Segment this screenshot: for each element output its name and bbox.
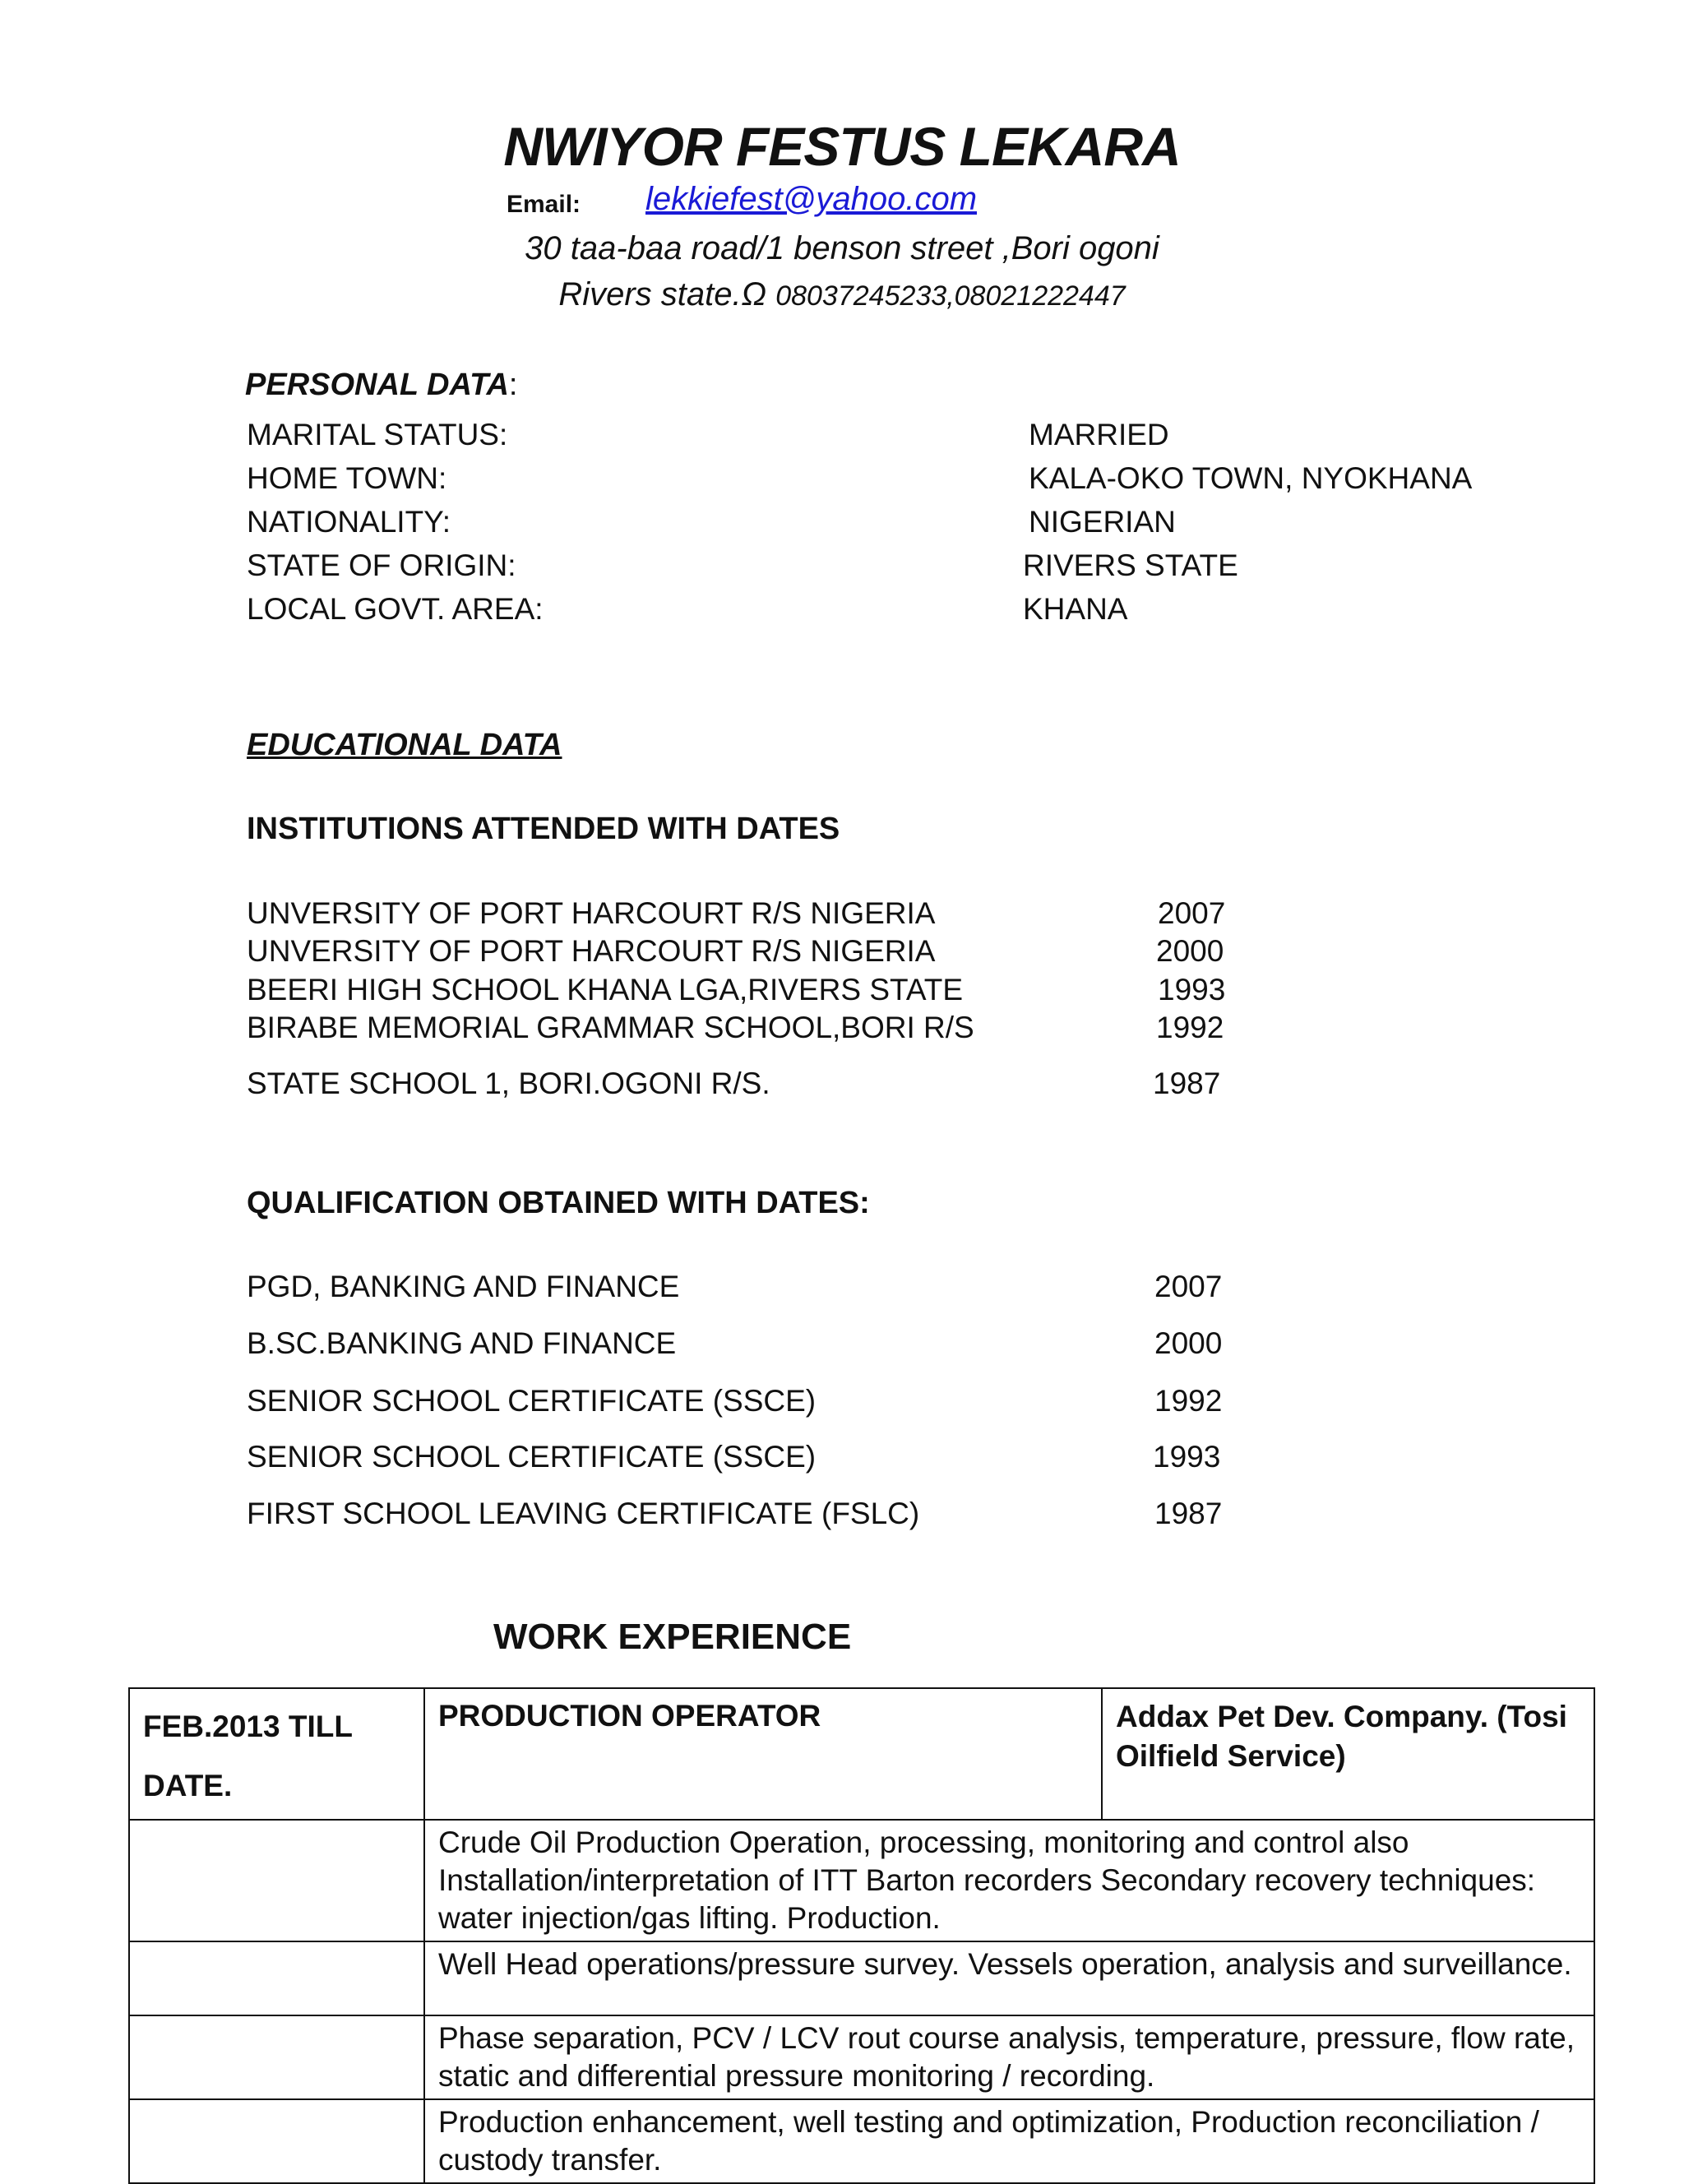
work-experience-table [128,1687,1595,2184]
institution-name: STATE SCHOOL 1, BORI.OGONI R/S. [247,1067,770,1100]
email-label: Email: [507,191,581,218]
qualification-name: FIRST SCHOOL LEAVING CERTIFICATE (FSLC) [247,1497,920,1530]
home-town-value: KALA-OKO TOWN, NYOKHANA [1029,461,1473,495]
empty-cell [129,1820,424,1941]
work-duty: Well Head operations/pressure survey. Vessels operation, analysis and surveillance. [424,1941,1594,2015]
work-duty: Production enhancement, well testing and optimization, Production reconciliation / custody transfer. [424,2099,1594,2183]
qualification-year: 2007 [1154,1270,1223,1303]
educational-data-heading: EDUCATIONAL DATA [247,728,562,762]
work-period: FEB.2013 TILL DATE. [129,1688,424,1820]
empty-cell [129,2099,424,2183]
lga-value: KHANA [1023,592,1128,626]
table-row [129,1820,1594,1941]
qualification-year: 2000 [1154,1326,1223,1360]
institution-name: UNVERSITY OF PORT HARCOURT R/S NIGERIA [247,896,936,930]
qualification-year: 1993 [1153,1440,1221,1474]
work-position: PRODUCTION OPERATOR [424,1688,1102,1820]
work-duty: Phase separation, PCV / LCV rout course analysis, temperature, pressure, flow rate, static and differential pressure monitoring / recording. [424,2015,1594,2099]
qualification-year: 1987 [1154,1497,1223,1530]
institutions-heading: INSTITUTIONS ATTENDED WITH DATES [247,812,840,846]
marital-status-label: MARITAL STATUS: [247,418,508,451]
table-row [129,1688,1594,1820]
work-company: Addax Pet Dev. Company. (Tosi Oilfield Service) [1102,1688,1594,1820]
marital-status-value: MARRIED [1029,418,1169,451]
address-line-1: 30 taa-baa road/1 benson street ,Bori ogoni [525,230,1159,266]
table-row [129,2015,1594,2099]
home-town-label: HOME TOWN: [247,461,447,495]
qualification-year: 1992 [1154,1384,1223,1418]
nationality-label: NATIONALITY: [247,505,451,539]
qualification-name: PGD, BANKING AND FINANCE [247,1270,680,1303]
phone-numbers: 08037245233,08021222447 [775,280,1126,312]
empty-cell [129,1941,424,2015]
institution-name: BIRABE MEMORIAL GRAMMAR SCHOOL,BORI R/S [247,1011,974,1044]
personal-data-heading: PERSONAL DATA: [245,368,518,402]
work-experience-heading: WORK EXPERIENCE [493,1617,852,1657]
qualification-name: B.SC.BANKING AND FINANCE [247,1326,677,1360]
institution-year: 1992 [1156,1011,1224,1044]
empty-cell [129,2015,424,2099]
qualifications-heading: QUALIFICATION OBTAINED WITH DATES: [247,1186,870,1220]
institution-year: 1987 [1153,1067,1221,1100]
candidate-name: NWIYOR FESTUS LEKARA [503,116,1181,177]
work-duty: Crude Oil Production Operation, processing, monitoring and control also Installation/interpretation of ITT Barton recorders Secondary recovery techniques: water injection/gas lifting. Production. [424,1820,1594,1941]
state-of-origin-value: RIVERS STATE [1023,548,1238,582]
table-row [129,1941,1594,2015]
institution-name: UNVERSITY OF PORT HARCOURT R/S NIGERIA [247,934,936,968]
table-row [129,2099,1594,2183]
email-link[interactable]: lekkiefest@yahoo.com [645,181,978,217]
state-of-origin-label: STATE OF ORIGIN: [247,548,516,582]
qualification-name: SENIOR SCHOOL CERTIFICATE (SSCE) [247,1440,817,1474]
lga-label: LOCAL GOVT. AREA: [247,592,544,626]
institution-year: 2007 [1158,896,1226,930]
address-state: Rivers state. [558,276,742,312]
nationality-value: NIGERIAN [1029,505,1176,539]
institution-name: BEERI HIGH SCHOOL KHANA LGA,RIVERS STATE [247,973,964,1006]
institution-year: 1993 [1158,973,1226,1006]
address-line-2 [0,276,1684,313]
phone-icon: Ω [741,276,767,312]
qualification-name: SENIOR SCHOOL CERTIFICATE (SSCE) [247,1384,817,1418]
institution-year: 2000 [1156,934,1224,968]
